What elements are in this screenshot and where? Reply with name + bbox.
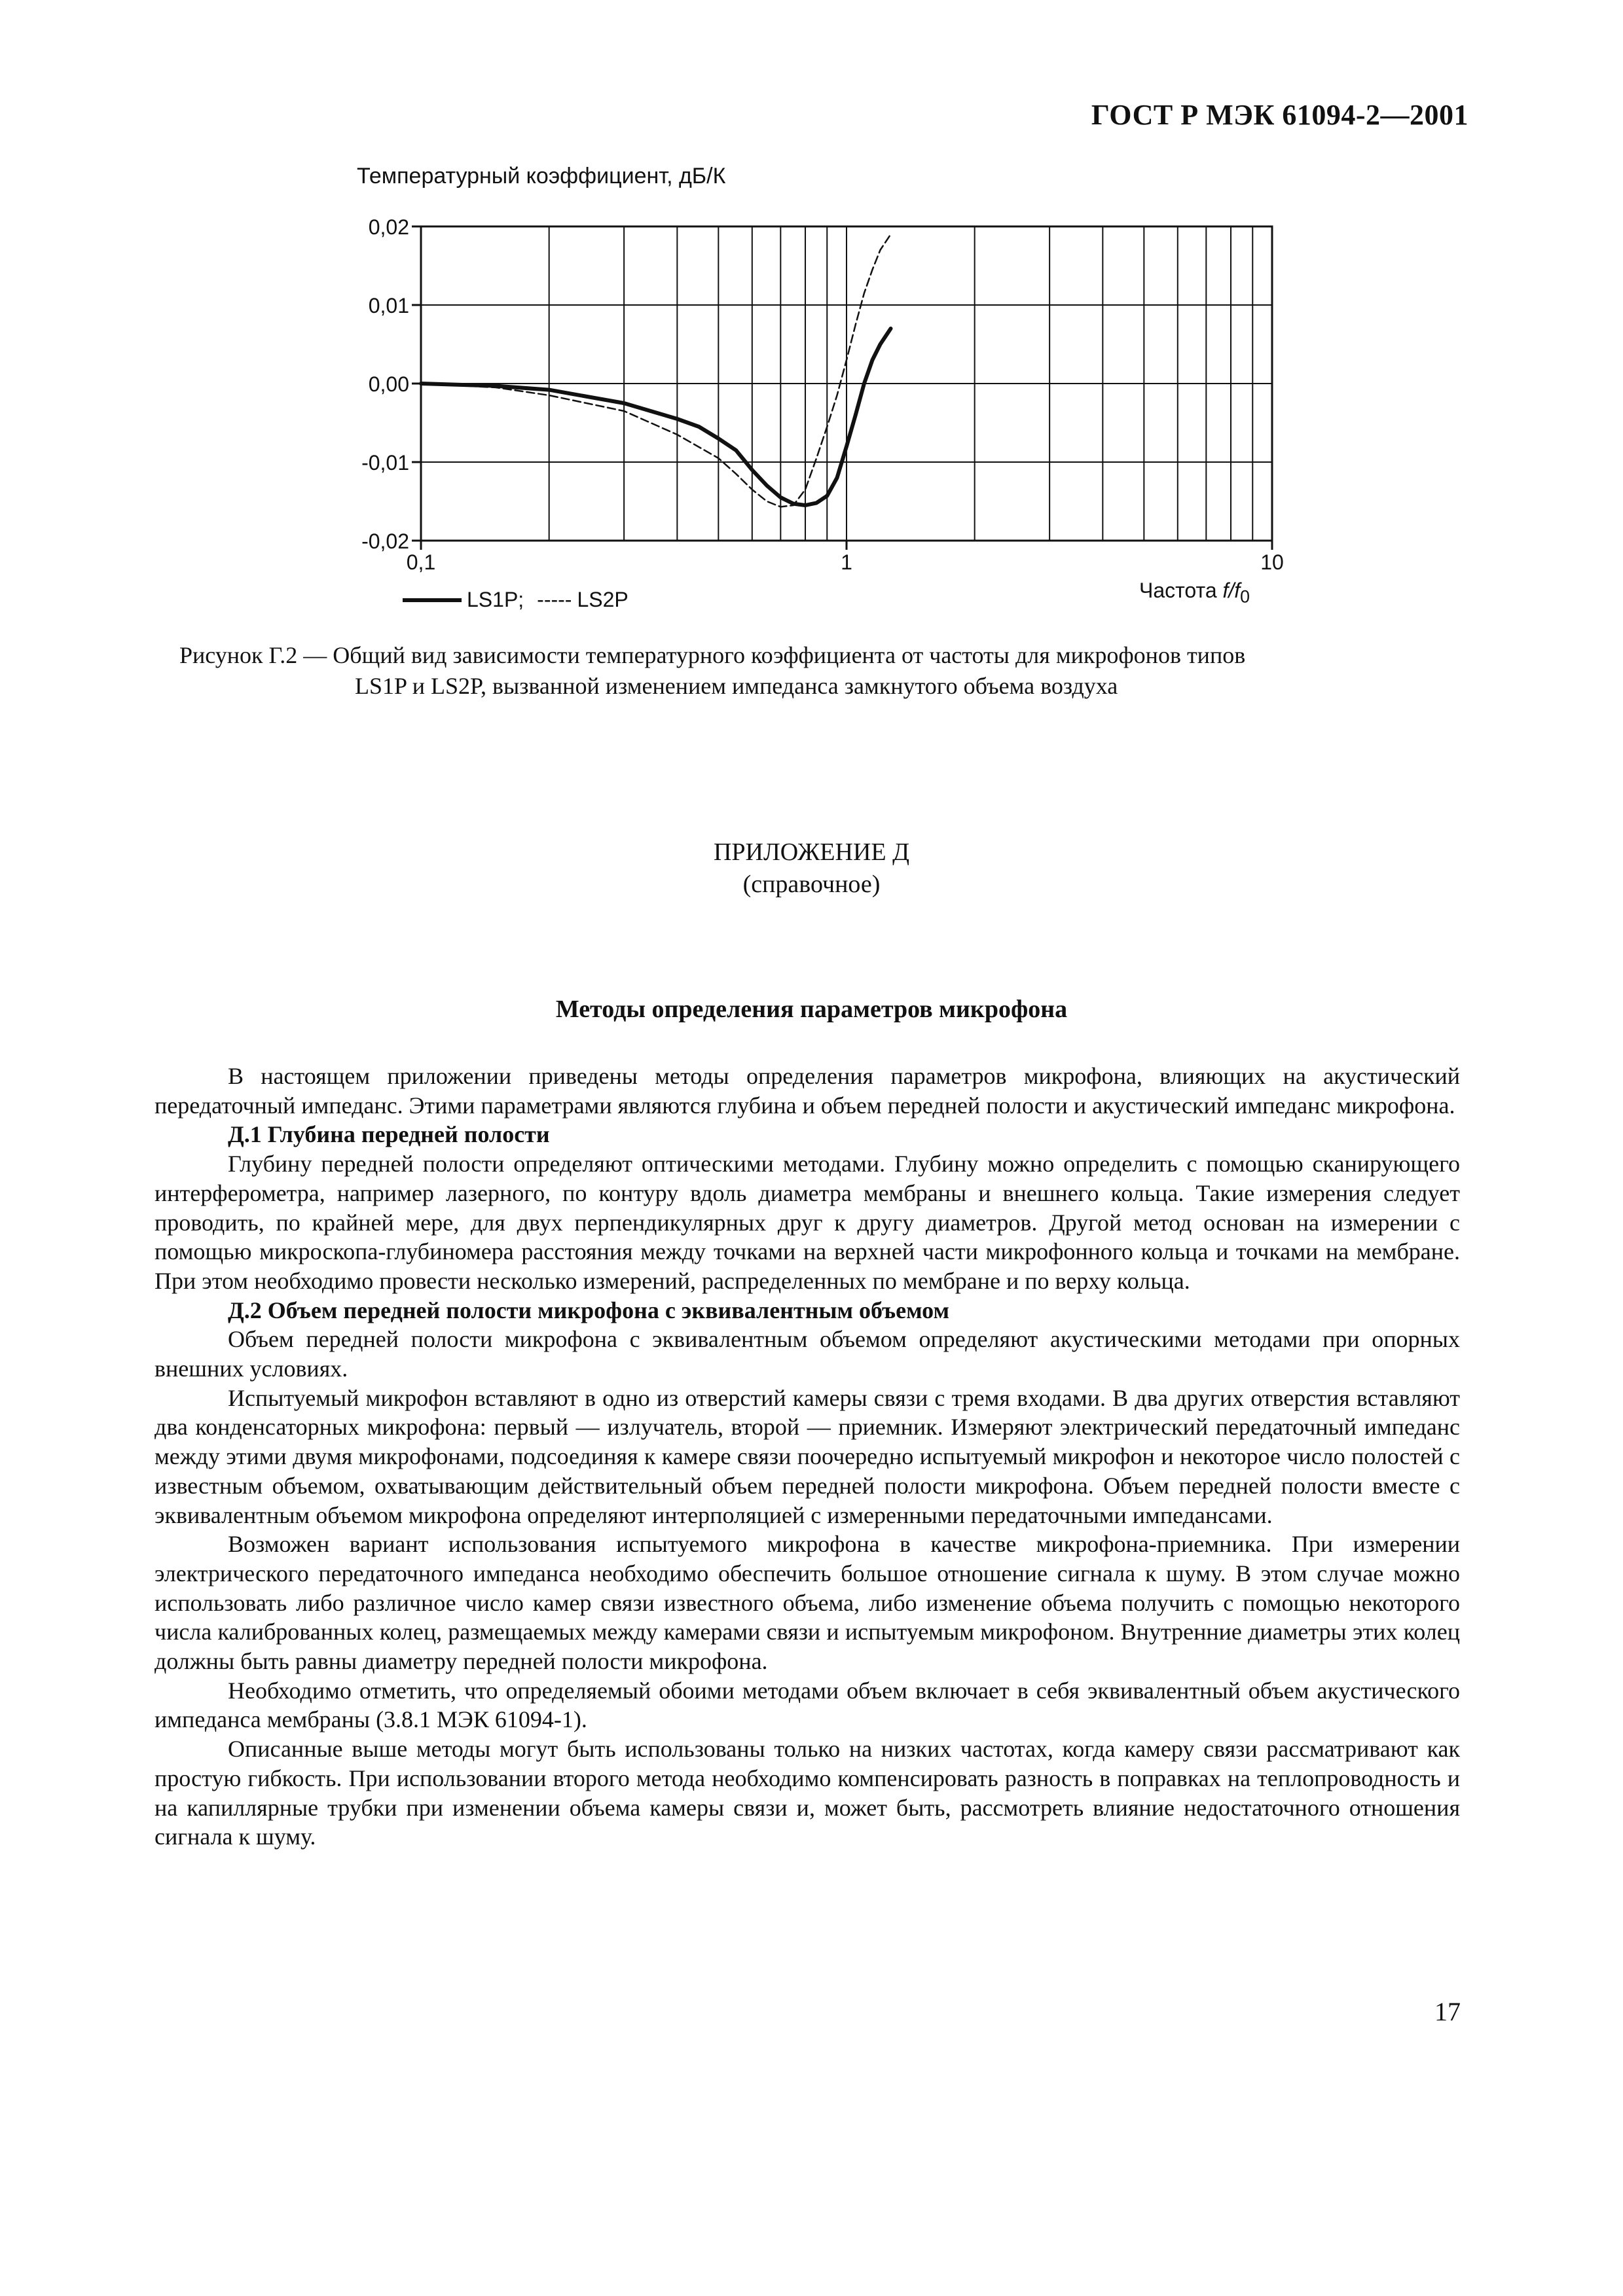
figure-caption-line-2: LS1P и LS2P, вызванной изменением импеданса замкнутого объема воздуха: [355, 672, 1118, 699]
legend-dash-glyph: -----: [537, 588, 572, 611]
subsection-heading-d1: Д.1 Глубина передней полости: [228, 1121, 550, 1148]
section-title: Методы определения параметров микрофона: [555, 996, 1068, 1023]
x-tick-label: 0,1: [406, 550, 436, 574]
annex-title: ПРИЛОЖЕНИЕ Д: [713, 838, 910, 866]
x-axis-label-variable: f/f: [1222, 579, 1241, 602]
legend-item-ls1p: [403, 588, 524, 612]
chart-series: [421, 234, 891, 507]
legend-label-ls1p: LS1P;: [467, 588, 524, 611]
page-number: 17: [1434, 1997, 1461, 2026]
y-tick-label: -0,02: [361, 529, 409, 553]
paragraph: Описанные выше методы могут быть использованы только на низких частотах, когда камеру связи рассматривают как простую гибкость. При использовании второго метода необходимо компенсировать разность в поправках на теплопроводность и на капиллярные трубки при изменении объема камеры связи и, может быть, рассмотреть влияние недостаточного отношения сигнала к шуму.: [155, 1736, 1460, 1850]
figure-caption-line-1: Рисунок Г.2 — Общий вид зависимости температурного коэффициента от частоты для микрофонов типов: [179, 642, 1246, 668]
standard-header: ГОСТ Р МЭК 61094-2—2001: [1091, 99, 1468, 131]
series-line-ls2p: [421, 234, 891, 507]
legend-solid-line-swatch: [403, 598, 462, 602]
x-tick-label: 10: [1260, 550, 1284, 574]
annex-subtitle: (справочное): [742, 870, 881, 899]
chart-y-axis-label: Температурный коэффициент, дБ/К: [357, 164, 726, 188]
annex-heading: [0, 836, 1623, 901]
legend-label-ls2p: LS2P: [577, 588, 629, 611]
legend-item-ls2p: [537, 588, 629, 612]
subsection-heading-d2: Д.2 Объем передней полости микрофона с эквивалентным объемом: [228, 1297, 949, 1323]
body-text: [155, 1062, 1460, 1852]
paragraph: В настоящем приложении приведены методы определения параметров микрофона, влияющих на акустический передаточный импеданс. Этими параметрами являются глубина и объем передней полости и акустический импеданс микрофона.: [155, 1063, 1460, 1119]
chart-grid: [421, 226, 1272, 541]
x-tick-label: 1: [841, 550, 852, 574]
x-axis-label-subscript: 0: [1240, 586, 1250, 607]
x-axis-label-text: Частота: [1139, 579, 1223, 602]
chart-legend: [403, 588, 629, 612]
series-line-ls1p: [421, 329, 891, 505]
y-tick-label: -0,01: [361, 451, 409, 475]
paragraph: Возможен вариант использования испытуемого микрофона в качестве микрофона-приемника. При измерении электрического передаточного импеданса необходимо обеспечить большое отношение сигнала к шуму. В этом случае можно использовать либо различное число камер связи известного объема, либо изменение объема получить с помощью некоторого числа калиброванных колец, размещаемых между камерами связи и испытуемым микрофоном. Внутренние диаметры этих колец должны быть равны диаметру передней полости микрофона.: [155, 1531, 1460, 1675]
paragraph: Объем передней полости микрофона с эквивалентным объемом определяют акустическими методами при опорных внешних условиях.: [155, 1326, 1460, 1382]
paragraph: Испытуемый микрофон вставляют в одно из отверстий камеры связи с тремя входами. В два других отверстия вставляют два конденсаторных микрофона: первый — излучатель, второй — приемник. Измеряют электрический передаточный импеданс между этими двумя микрофонами, подсоединяя к камере связи поочередно испытуемый микрофон и некоторое число полостей с известным объемом, охватывающим действительный объем передней полости микрофона. Объем передней полости вместе с эквивалентным объемом микрофона определяют интерполяцией с измеренными передаточными импедансами.: [155, 1384, 1460, 1528]
chart-x-axis-label: [1139, 579, 1250, 607]
paragraph: Глубину передней полости определяют оптическими методами. Глубину можно определить с помощью сканирующего интерферометра, например лазерного, по контуру вдоль диаметра мембраны и внешнего кольца. Такие измерения следует проводить, по крайней мере, для двух перпендикулярных друг к другу диаметров. Другой метод основан на измерении с помощью микроскопа-глубиномера расстояния между точками на верхней части микрофонного кольца и точками на мембране. При этом необходимо провести несколько измерений, распределенных по мембране и по верху кольца.: [155, 1151, 1460, 1294]
figure-caption: [179, 640, 1447, 702]
y-tick-label: 0,02: [368, 215, 409, 239]
paragraph: Необходимо отметить, что определяемый обоими методами объем включает в себя эквивалентный объем акустического импеданса мембраны (3.8.1 МЭК 61094-1).: [155, 1677, 1460, 1733]
y-tick-label: 0,00: [368, 372, 409, 396]
chart-ticks: [361, 215, 1284, 574]
temperature-coefficient-chart: [327, 190, 1309, 583]
y-tick-label: 0,01: [368, 294, 409, 317]
